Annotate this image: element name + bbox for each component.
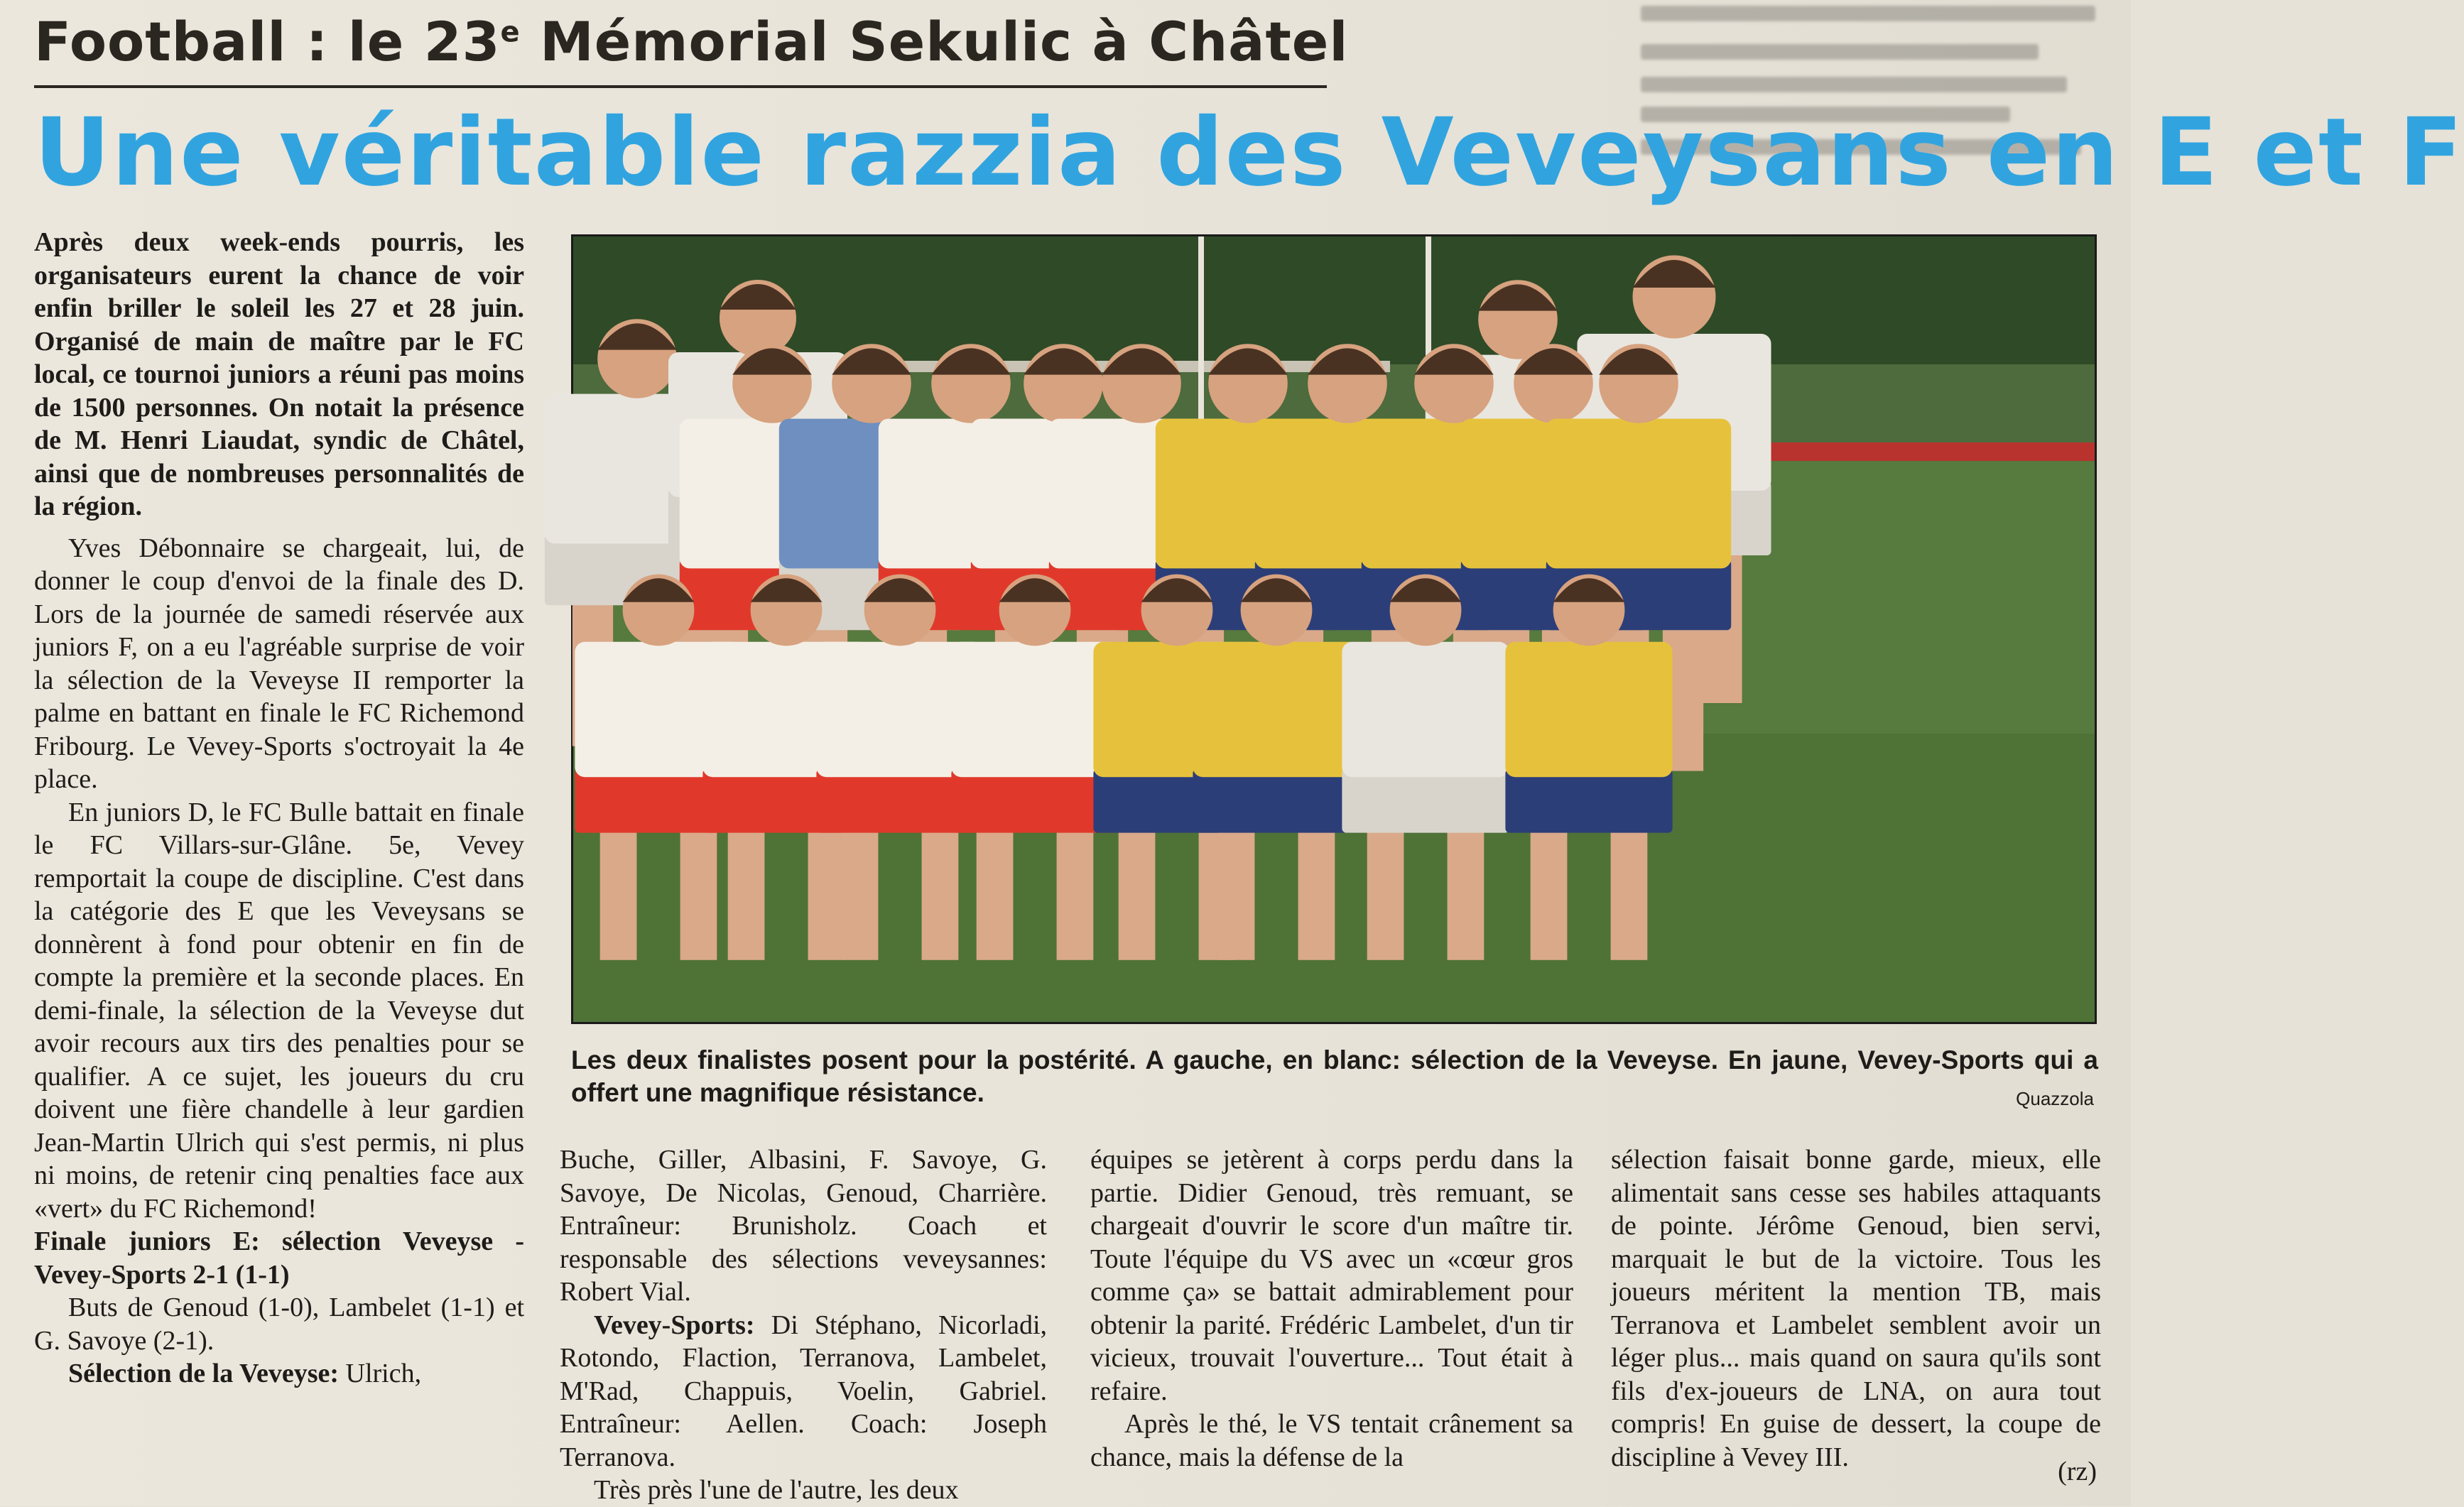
paragraph: Yves Débonnaire se chargeait, lui, de donner le coup d'envoi de la finale des D. Lors de la journée de samedi réservée aux juniors F, on a eu l'agréable surprise de voir la sélection de la Veveyse II remporter la palme en battant en finale le FC Richemond Fribourg. Le Vevey-Sports s'octroyait la 4e place. [34,533,524,794]
leg [842,817,879,960]
team-photo [571,234,2097,1024]
leg [808,817,845,960]
shorts [1342,769,1509,833]
lineup-veveyse-rest: Buche, Giller, Albasini, F. Savoye, G. Savoye, De Nicolas, Genoud, Charrière. Entraîneur: Brunisholz. Coach et responsable des sélections veveysannes: Robert Vial. [560,1145,1047,1307]
shorts [1505,769,1672,833]
leg [680,817,717,960]
leg [1531,817,1568,960]
leg [1448,817,1485,960]
result-title: Finale juniors E: sélection Veveyse - Vevey-Sports 2-1 (1-1) [34,1226,524,1290]
leg [1119,817,1156,960]
leg [922,817,959,960]
paragraph: Très près l'une de l'autre, les deux [594,1475,959,1505]
leg [1611,817,1648,960]
kicker-rule [34,85,1327,88]
shirt [951,642,1118,777]
photo-credit: Quazzola [2016,1088,2094,1109]
paragraph: équipes se jetèrent à corps perdu dans la partie. Didier Genoud, très remuant, se chargeait d'ouvrir le score d'un maître tir. Toute l'équipe du VS avec un «cœur gros comme ça» se battait admirablement pour obtenir la parité. Frédéric Lambelet, d'un tir vicieux, trouvait l'ouverture... Tout était à refaire. [1090,1145,1573,1406]
leg [600,817,637,960]
article-column-2 [560,1143,1047,1507]
shorts [951,769,1118,833]
lead-paragraph: Après deux week-ends pourris, les organisateurs eurent la chance de voir enfin briller le soleil les 27 et 28 juin. Organisé de main de maître par le FC local, ce tournoi juniors a réuni pas moins de 1500 personnes. On notait la présence de M. Henri Liaudat, syndic de Châtel, ainsi que de nombreuses personnalités de la région. [34,227,524,521]
shirt [1505,642,1672,777]
shorts [1193,769,1359,833]
paragraph: Après le thé, le VS tentait crânement sa chance, mais la défense de la [1090,1409,1573,1472]
author-signature: (rz) [2058,1457,2097,1486]
leg [1057,817,1094,960]
headline: Une véritable razzia des Veveysans en E et F [34,98,2464,207]
leg [1218,817,1255,960]
leg [1298,817,1335,960]
leg [728,817,765,960]
article-column-1 [34,226,524,1391]
lineup-vevey-sports: Vevey-Sports: Di Stéphano, Nicorladi, Rotondo, Flaction, Terranova, Lambelet, M'Rad, Chappuis, Voelin, Gabriel. Entraîneur: Aellen. Coach: Joseph Terranova. [560,1310,1047,1472]
shirt [1342,642,1509,777]
leg [977,817,1014,960]
article-column-3 [1090,1143,1573,1474]
lineup-veveyse: Sélection de la Veveyse: Ulrich, [68,1359,422,1388]
leg [1367,817,1404,960]
article-column-4 [1611,1143,2101,1474]
goals-line: Buts de Genoud (1-0), Lambelet (1-1) et G. Savoye (2-1). [34,1293,524,1356]
paragraph: sélection faisait bonne garde, mieux, elle alimentait sans cesse ses habiles attaquants de pointe. Jérôme Genoud, bien servi, marquait le but de la victoire. Tous les joueurs méritent la mention TB, mais Terranova et Lambelet semblent avoir un léger plus... mais quand on saura qu'ils sont fils d'ex-joueurs de LNA, on aura tout compris! En guise de dessert, la coupe de discipline à Vevey III. [1611,1145,2101,1472]
kicker: Football : le 23e Mémorial Sekulic à Châtel [34,10,1349,73]
photo-caption: Les deux finalistes posent pour la postérité. A gauche, en blanc: sélection de la Veveyse. En jaune, Vevey-Sports qui a offert une magnifique résistance. [571,1045,2098,1107]
shirt [1193,642,1359,777]
shirt [1546,419,1731,569]
paragraph: En juniors D, le FC Bulle battait en finale le FC Villars-sur-Glâne. 5e, Vevey remportait la coupe de discipline. C'est dans la catégorie des E que les Veveysans se donnèrent à fond pour obtenir en fin de compte la première et la seconde places. En demi-finale, la sélection de la Veveyse dut avoir recours aux tirs des penalties pour se qualifier. A ce sujet, les joueurs du cru doivent une fière chandelle à leur gardien Jean-Martin Ulrich qui s'est permis, ni plus ni moins, de retenir cinq penalties face aux «vert» du FC Richemond! [34,797,524,1224]
